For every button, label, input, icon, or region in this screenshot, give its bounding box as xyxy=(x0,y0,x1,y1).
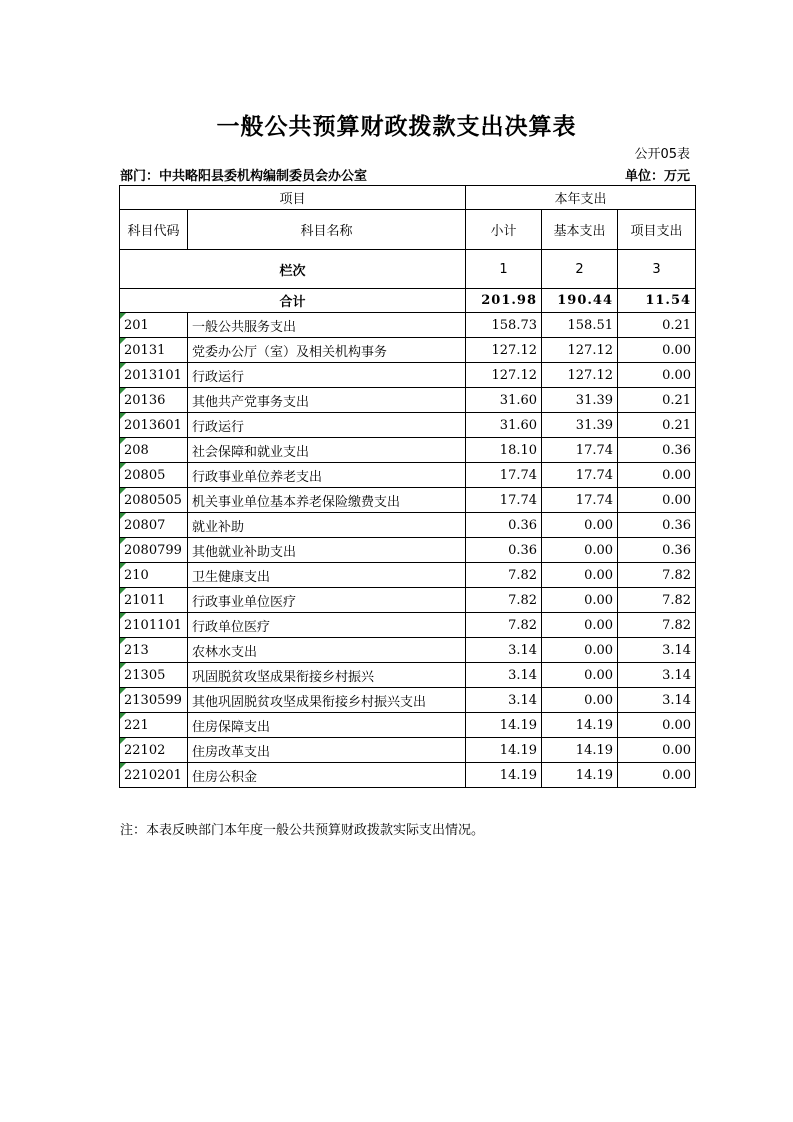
project-expense-cell: 3.14 xyxy=(618,638,696,663)
cell-marker-icon xyxy=(120,588,126,594)
project-expense-cell: 0.00 xyxy=(618,338,696,363)
cell-marker-icon xyxy=(120,763,126,769)
project-expense-cell: 0.21 xyxy=(618,413,696,438)
subject-code-cell xyxy=(120,463,188,488)
basic-expense-cell: 0.00 xyxy=(542,663,618,688)
header-project: 项目 xyxy=(120,186,466,210)
cell-marker-icon xyxy=(120,663,126,669)
subject-code-text: 2080799 xyxy=(124,542,182,558)
basic-expense-cell: 127.12 xyxy=(542,363,618,388)
subject-name-cell: 行政事业单位养老支出 xyxy=(188,463,466,488)
page-title: 一般公共预算财政拨款支出决算表 xyxy=(216,114,577,140)
subject-code-text: 20807 xyxy=(124,517,166,533)
subject-code-cell xyxy=(120,363,188,388)
subject-code-cell xyxy=(120,563,188,588)
table-row xyxy=(120,588,696,613)
basic-expense-cell: 0.00 xyxy=(542,613,618,638)
expense-table xyxy=(119,185,696,788)
subject-code-text: 221 xyxy=(124,717,149,733)
subject-code-cell xyxy=(120,413,188,438)
table-row xyxy=(120,763,696,788)
subtotal-cell: 14.19 xyxy=(466,738,542,763)
subject-code-text: 208 xyxy=(124,442,149,458)
basic-expense-cell: 0.00 xyxy=(542,563,618,588)
project-expense-cell: 0.36 xyxy=(618,513,696,538)
subject-code-text: 2013601 xyxy=(124,417,182,433)
table-row xyxy=(120,738,696,763)
subtotal-cell: 127.12 xyxy=(466,363,542,388)
subject-code-text: 2080505 xyxy=(124,492,182,508)
total-project: 11.54 xyxy=(618,289,696,313)
subject-code-cell xyxy=(120,388,188,413)
table-row xyxy=(120,638,696,663)
subject-code-cell xyxy=(120,313,188,338)
subtotal-cell: 3.14 xyxy=(466,663,542,688)
project-expense-cell: 0.36 xyxy=(618,438,696,463)
header-col-1: 1 xyxy=(466,250,542,289)
cell-marker-icon xyxy=(120,713,126,719)
subject-code-text: 213 xyxy=(124,642,149,658)
subject-code-text: 2101101 xyxy=(124,617,182,633)
basic-expense-cell: 14.19 xyxy=(542,763,618,788)
subject-code-cell xyxy=(120,513,188,538)
subtotal-cell: 31.60 xyxy=(466,388,542,413)
unit-label: 单位：万元 xyxy=(624,169,690,184)
cell-marker-icon xyxy=(120,538,126,544)
table-row xyxy=(120,438,696,463)
subject-code-cell xyxy=(120,588,188,613)
subject-code-text: 21305 xyxy=(124,667,166,683)
project-expense-cell: 0.00 xyxy=(618,363,696,388)
header-col-3: 3 xyxy=(618,250,696,289)
header-col-2: 2 xyxy=(542,250,618,289)
table-row xyxy=(120,388,696,413)
footnote: 注：本表反映部门本年度一般公共预算财政拨款实际支出情况。 xyxy=(120,823,485,838)
basic-expense-cell: 14.19 xyxy=(542,713,618,738)
total-row xyxy=(120,289,696,313)
subtotal-cell: 7.82 xyxy=(466,588,542,613)
subject-code-text: 201 xyxy=(124,317,149,333)
subject-code-text: 2210201 xyxy=(124,767,182,783)
subject-code-cell xyxy=(120,538,188,563)
subtotal-cell: 7.82 xyxy=(466,563,542,588)
table-row xyxy=(120,313,696,338)
cell-marker-icon xyxy=(120,738,126,744)
project-expense-cell: 7.82 xyxy=(618,613,696,638)
subject-name-cell: 行政事业单位医疗 xyxy=(188,588,466,613)
total-subtotal: 201.98 xyxy=(466,289,542,313)
project-expense-cell: 7.82 xyxy=(618,588,696,613)
project-expense-cell: 0.00 xyxy=(618,738,696,763)
project-expense-cell: 3.14 xyxy=(618,688,696,713)
basic-expense-cell: 158.51 xyxy=(542,313,618,338)
project-expense-cell: 0.00 xyxy=(618,463,696,488)
subject-code-text: 20805 xyxy=(124,467,166,483)
project-expense-cell: 0.21 xyxy=(618,388,696,413)
subject-code-text: 20136 xyxy=(124,392,166,408)
table-row xyxy=(120,413,696,438)
subject-name-cell: 行政运行 xyxy=(188,413,466,438)
subject-code-text: 22102 xyxy=(124,742,166,758)
subject-name-cell: 巩固脱贫攻坚成果衔接乡村振兴 xyxy=(188,663,466,688)
total-label: 合计 xyxy=(120,289,466,313)
subject-code-cell xyxy=(120,438,188,463)
basic-expense-cell: 17.74 xyxy=(542,438,618,463)
project-expense-cell: 7.82 xyxy=(618,563,696,588)
header-subtotal: 小计 xyxy=(466,210,542,250)
cell-marker-icon xyxy=(120,413,126,419)
subject-code-cell xyxy=(120,763,188,788)
basic-expense-cell: 31.39 xyxy=(542,413,618,438)
subject-code-cell xyxy=(120,738,188,763)
subject-name-cell: 行政单位医疗 xyxy=(188,613,466,638)
subtotal-cell: 3.14 xyxy=(466,688,542,713)
table-row xyxy=(120,363,696,388)
table-row xyxy=(120,613,696,638)
header-row-columns xyxy=(120,210,696,250)
cell-marker-icon xyxy=(120,313,126,319)
cell-marker-icon xyxy=(120,688,126,694)
subject-code-text: 2130599 xyxy=(124,692,182,708)
subject-code-text: 210 xyxy=(124,567,149,583)
subject-code-cell xyxy=(120,663,188,688)
cell-marker-icon xyxy=(120,338,126,344)
expense-rows xyxy=(120,313,696,788)
table-row xyxy=(120,663,696,688)
subject-code-text: 20131 xyxy=(124,342,166,358)
subject-name-cell: 党委办公厅（室）及相关机构事务 xyxy=(188,338,466,363)
table-row xyxy=(120,338,696,363)
subject-name-cell: 就业补助 xyxy=(188,513,466,538)
subtotal-cell: 0.36 xyxy=(466,538,542,563)
subject-code-cell xyxy=(120,638,188,663)
subject-code-text: 21011 xyxy=(124,592,166,608)
cell-marker-icon xyxy=(120,388,126,394)
header-subject-name: 科目名称 xyxy=(188,210,466,250)
subject-code-cell xyxy=(120,613,188,638)
header-basic-expense: 基本支出 xyxy=(542,210,618,250)
subtotal-cell: 7.82 xyxy=(466,613,542,638)
subject-name-cell: 住房保障支出 xyxy=(188,713,466,738)
subject-name-cell: 卫生健康支出 xyxy=(188,563,466,588)
cell-marker-icon xyxy=(120,638,126,644)
subtotal-cell: 18.10 xyxy=(466,438,542,463)
subject-name-cell: 其他就业补助支出 xyxy=(188,538,466,563)
subtotal-cell: 17.74 xyxy=(466,488,542,513)
subtotal-cell: 0.36 xyxy=(466,513,542,538)
form-number: 公开05表 xyxy=(634,147,690,162)
header-column-label: 栏次 xyxy=(120,250,466,289)
header-row-column-numbers xyxy=(120,250,696,289)
project-expense-cell: 0.00 xyxy=(618,763,696,788)
project-expense-cell: 0.00 xyxy=(618,713,696,738)
subject-name-cell: 社会保障和就业支出 xyxy=(188,438,466,463)
project-expense-cell: 0.21 xyxy=(618,313,696,338)
subject-name-cell: 行政运行 xyxy=(188,363,466,388)
basic-expense-cell: 0.00 xyxy=(542,638,618,663)
basic-expense-cell: 0.00 xyxy=(542,513,618,538)
subtotal-cell: 14.19 xyxy=(466,763,542,788)
header-subject-code: 科目代码 xyxy=(120,210,188,250)
subtotal-cell: 14.19 xyxy=(466,713,542,738)
cell-marker-icon xyxy=(120,363,126,369)
subject-name-cell: 机关事业单位基本养老保险缴费支出 xyxy=(188,488,466,513)
cell-marker-icon xyxy=(120,613,126,619)
subject-code-cell xyxy=(120,713,188,738)
subject-name-cell: 其他共产党事务支出 xyxy=(188,388,466,413)
table-row xyxy=(120,463,696,488)
subject-code-text: 2013101 xyxy=(124,367,182,383)
basic-expense-cell: 0.00 xyxy=(542,588,618,613)
table-row xyxy=(120,563,696,588)
subject-name-cell: 农林水支出 xyxy=(188,638,466,663)
project-expense-cell: 0.00 xyxy=(618,488,696,513)
basic-expense-cell: 17.74 xyxy=(542,488,618,513)
subtotal-cell: 31.60 xyxy=(466,413,542,438)
cell-marker-icon xyxy=(120,463,126,469)
header-row-group xyxy=(120,186,696,210)
table-row xyxy=(120,713,696,738)
subject-code-cell xyxy=(120,338,188,363)
basic-expense-cell: 0.00 xyxy=(542,538,618,563)
subject-name-cell: 一般公共服务支出 xyxy=(188,313,466,338)
basic-expense-cell: 127.12 xyxy=(542,338,618,363)
cell-marker-icon xyxy=(120,513,126,519)
subtotal-cell: 158.73 xyxy=(466,313,542,338)
subject-name-cell: 住房公积金 xyxy=(188,763,466,788)
basic-expense-cell: 31.39 xyxy=(542,388,618,413)
subtotal-cell: 17.74 xyxy=(466,463,542,488)
table-row xyxy=(120,513,696,538)
cell-marker-icon xyxy=(120,488,126,494)
header-project-expense: 项目支出 xyxy=(618,210,696,250)
subtotal-cell: 127.12 xyxy=(466,338,542,363)
subtotal-cell: 3.14 xyxy=(466,638,542,663)
subject-name-cell: 住房改革支出 xyxy=(188,738,466,763)
subject-name-cell: 其他巩固脱贫攻坚成果衔接乡村振兴支出 xyxy=(188,688,466,713)
project-expense-cell: 3.14 xyxy=(618,663,696,688)
subject-code-cell xyxy=(120,488,188,513)
cell-marker-icon xyxy=(120,438,126,444)
basic-expense-cell: 14.19 xyxy=(542,738,618,763)
table-row xyxy=(120,538,696,563)
cell-marker-icon xyxy=(120,563,126,569)
department-label: 部门：中共略阳县委机构编制委员会办公室 xyxy=(120,169,368,184)
basic-expense-cell: 17.74 xyxy=(542,463,618,488)
basic-expense-cell: 0.00 xyxy=(542,688,618,713)
header-current-year-expense: 本年支出 xyxy=(466,186,696,210)
table-row xyxy=(120,488,696,513)
project-expense-cell: 0.36 xyxy=(618,538,696,563)
table-row xyxy=(120,688,696,713)
subject-code-cell xyxy=(120,688,188,713)
total-basic: 190.44 xyxy=(542,289,618,313)
